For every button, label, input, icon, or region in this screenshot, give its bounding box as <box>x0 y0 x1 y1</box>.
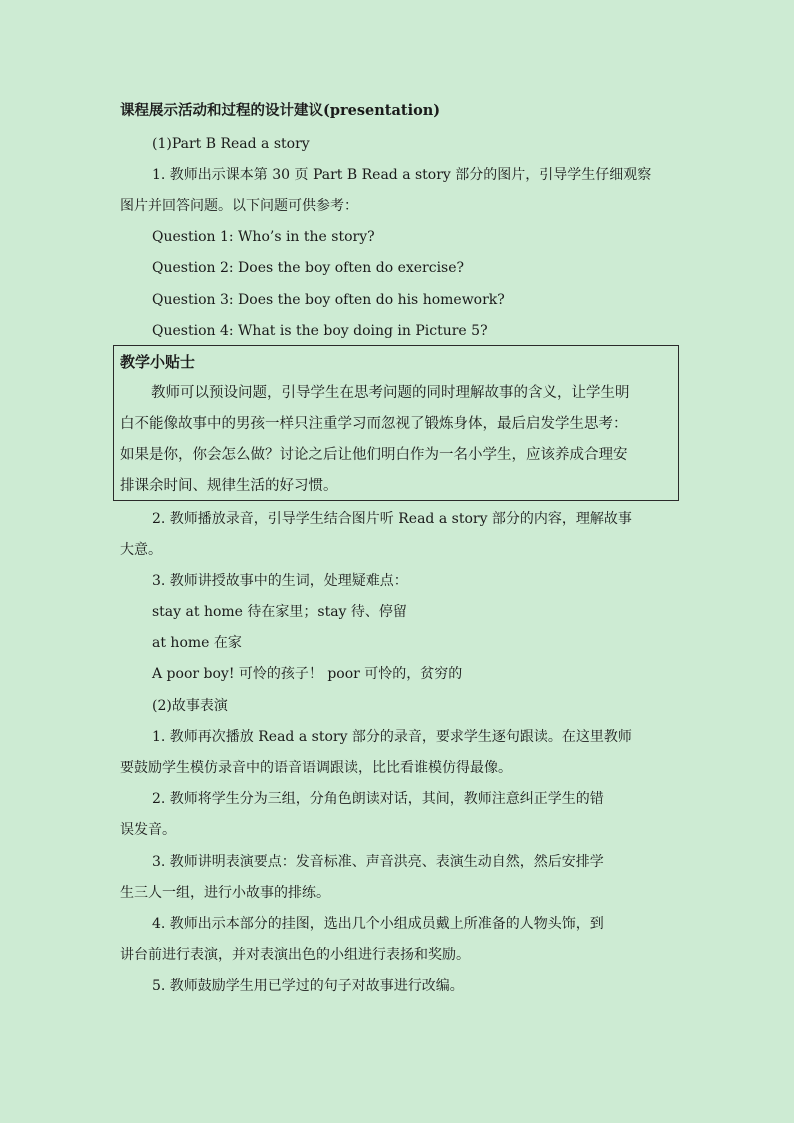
performance-step-2-line-2: 误发音。 <box>120 822 176 838</box>
step-1-line-1: 1. 教师出示课本第 30 页 Part B Read a story 部分的图片，引导学生仔细观察 <box>152 167 652 183</box>
performance-step-1-line-2: 要鼓励学生模仿录音中的语音语调跟读，比比看谁模仿得最像。 <box>120 760 512 776</box>
tips-title: 教学小贴士 <box>120 353 196 371</box>
performance-step-3-line-1: 3. 教师讲明表演要点：发音标准、声音洪亮、表演生动自然，然后安排学 <box>152 854 604 870</box>
page-title: 课程展示活动和过程的设计建议(presentation) <box>120 102 441 119</box>
tips-line: 白不能像故事中的男孩一样只注重学习而忽视了锻炼身体，最后启发学生思考： <box>120 416 628 432</box>
teaching-tips-box <box>113 345 679 501</box>
performance-step-2-line-1: 2. 教师将学生分为三组，分角色朗读对话，其间，教师注意纠正学生的错 <box>152 791 604 807</box>
question-2: Question 2: Does the boy often do exercise? <box>152 260 465 276</box>
performance-step-5: 5. 教师鼓励学生用已学过的句子对故事进行改编。 <box>152 978 464 994</box>
tips-line: 排课余时间、规律生活的好习惯。 <box>120 478 338 494</box>
step-3: 3. 教师讲授故事中的生词，处理疑难点： <box>152 573 408 589</box>
vocab-item: stay at home 待在家里；stay 待、停留 <box>152 604 407 620</box>
performance-step-3-line-2: 生三人一组，进行小故事的排练。 <box>120 885 330 901</box>
section-title-read-a-story: (1)Part B Read a story <box>152 136 310 152</box>
performance-step-4-line-1: 4. 教师出示本部分的挂图，选出几个小组成员戴上所准备的人物头饰，到 <box>152 916 604 932</box>
tips-line: 如果是你，你会怎么做？讨论之后让他们明白作为一名小学生，应该养成合理安 <box>120 447 628 463</box>
vocab-item: A poor boy! 可怜的孩子！ poor 可怜的，贫穷的 <box>152 666 463 682</box>
performance-step-4-line-2: 讲台前进行表演，并对表演出色的小组进行表扬和奖励。 <box>120 947 470 963</box>
performance-step-1-line-1: 1. 教师再次播放 Read a story 部分的录音，要求学生逐句跟读。在这里教师 <box>152 729 632 745</box>
step-1-line-2: 图片并回答问题。以下问题可供参考： <box>120 198 358 214</box>
step-2-line-2: 大意。 <box>120 542 162 558</box>
tips-line: 教师可以预设问题，引导学生在思考问题的同时理解故事的含义，让学生明 <box>151 385 630 401</box>
question-3: Question 3: Does the boy often do his homework? <box>152 292 505 308</box>
step-2-line-1: 2. 教师播放录音，引导学生结合图片听 Read a story 部分的内容，理解故事 <box>152 511 632 527</box>
question-4: Question 4: What is the boy doing in Picture 5? <box>152 323 488 339</box>
section-title-story-performance: (2)故事表演 <box>152 698 228 714</box>
vocab-item: at home 在家 <box>152 635 242 651</box>
question-1: Question 1: Who’s in the story? <box>152 229 375 245</box>
